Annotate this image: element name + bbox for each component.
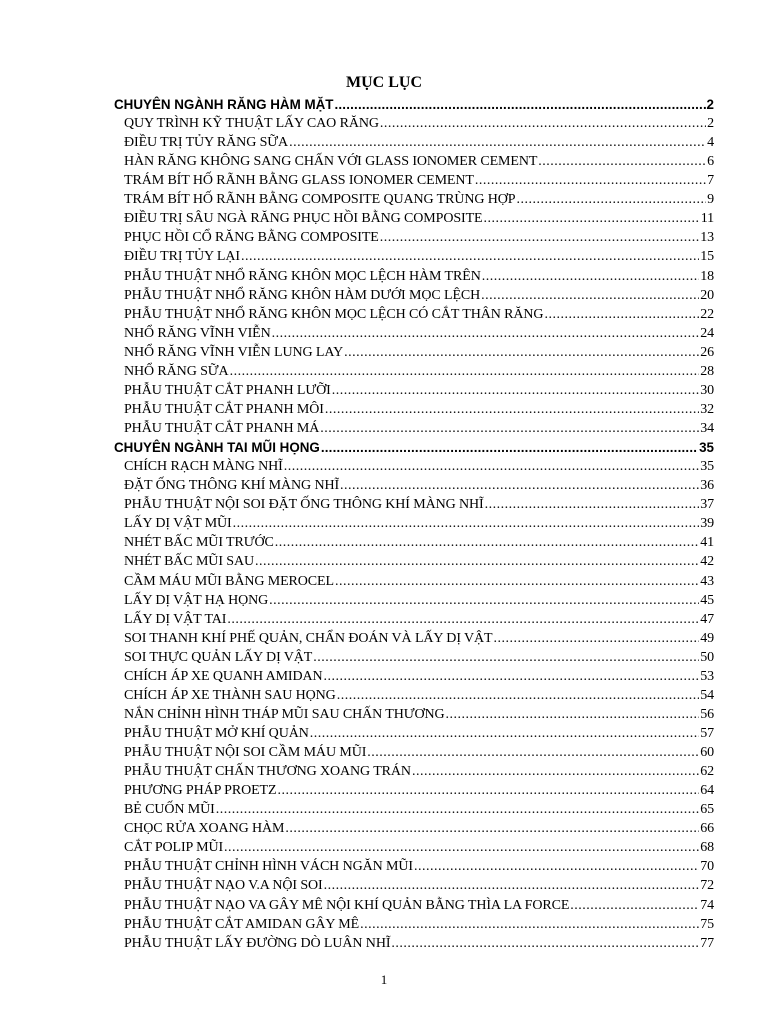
toc-dot-leader	[485, 495, 700, 514]
toc-entry-page: 43	[700, 573, 714, 589]
toc-dot-leader	[475, 171, 706, 190]
toc-entry-title: CHỌC RỬA XOANG HÀM	[124, 821, 285, 837]
toc-entry	[124, 419, 714, 438]
toc-entry	[124, 533, 714, 552]
toc-entry-page: 2	[706, 97, 714, 112]
toc-dot-leader	[289, 133, 706, 152]
toc-entry-title: SOI THỰC QUẢN LẤY DỊ VẬT	[124, 649, 313, 665]
toc-entry-page: 70	[700, 859, 714, 875]
toc-dot-leader	[344, 343, 699, 362]
toc-dot-leader	[227, 610, 699, 629]
toc-entry-page: 57	[700, 725, 714, 741]
toc-entry	[124, 381, 714, 400]
toc-dot-leader	[367, 743, 699, 762]
toc-entry-page: 18	[700, 268, 714, 284]
toc-entry-page: 26	[700, 344, 714, 360]
toc-entry-title: NHÉT BẤC MŨI TRƯỚC	[124, 535, 274, 551]
toc-entry	[124, 114, 714, 133]
toc-entry	[124, 286, 714, 305]
toc-dot-leader	[481, 286, 699, 305]
toc-entry-title: TRÁM BÍT HỐ RÃNH BẰNG GLASS IONOMER CEMENT	[124, 173, 474, 189]
toc-dot-leader	[380, 114, 706, 133]
toc-entry-page: 41	[700, 535, 714, 551]
toc-entry-title: CHUYÊN NGÀNH TAI MŨI HỌNG	[114, 440, 320, 456]
toc-dot-leader	[324, 876, 700, 895]
toc-dot-leader	[391, 934, 699, 953]
page-title: MỤC LỤC	[346, 74, 422, 91]
toc-entry-page: 20	[700, 287, 714, 303]
toc-entry-page: 32	[700, 401, 714, 417]
toc-entry-page: 54	[700, 687, 714, 703]
toc-dot-leader	[446, 705, 700, 724]
toc-entry	[124, 362, 714, 381]
toc-entry-title: BẺ CUỐN MŨI	[124, 802, 215, 818]
toc-dot-leader	[414, 857, 699, 876]
toc-dot-leader	[275, 533, 699, 552]
toc-dot-leader	[335, 572, 699, 591]
toc-entry-title: NHÉT BẤC MŨI SAU	[124, 554, 254, 570]
toc-entry-page: 49	[700, 630, 714, 646]
toc-entry-page: 60	[700, 745, 714, 761]
toc-entry	[124, 324, 714, 343]
toc-dot-leader	[325, 400, 699, 419]
toc-dot-leader	[538, 152, 706, 171]
toc-entry-page: 30	[700, 382, 714, 398]
toc-entry-title: PHẪU THUẬT LẤY ĐƯỜNG DÒ LUÂN NHĨ	[124, 935, 391, 951]
toc-entry	[124, 857, 714, 876]
toc-entry	[124, 190, 714, 209]
toc-entry-page: 34	[700, 421, 714, 437]
toc-dot-leader	[241, 247, 699, 266]
toc-dot-leader	[544, 305, 699, 324]
toc-entry	[124, 247, 714, 266]
toc-entry-title: PHẪU THUẬT CHỈNH HÌNH VÁCH NGĂN MŨI	[124, 859, 413, 875]
toc-entry-page: 22	[700, 306, 714, 322]
toc-entry-title: TRÁM BÍT HỐ RÃNH BẰNG COMPOSITE QUANG TRÙNG HỢP	[124, 192, 516, 208]
toc-entry-title: PHỤC HỒI CỔ RĂNG BẰNG COMPOSITE	[124, 230, 379, 246]
toc-entry	[124, 610, 714, 629]
toc-entry-page: 36	[700, 478, 714, 494]
toc-entry-title: LẤY DỊ VẬT HẠ HỌNG	[124, 592, 269, 608]
toc-entry-page: 77	[700, 935, 714, 951]
toc-dot-leader	[516, 190, 706, 209]
toc-entry-page: 65	[700, 802, 714, 818]
toc-dot-leader	[570, 896, 699, 915]
toc-entry-title: SOI THANH KHÍ PHẾ QUẢN, CHẨN ĐOÁN VÀ LẤY DỊ VẬT	[124, 630, 493, 646]
toc-entry-page: 68	[700, 840, 714, 856]
toc-dot-leader	[285, 819, 699, 838]
toc-dot-leader	[482, 267, 699, 286]
toc-entry-title: HÀN RĂNG KHÔNG SANG CHẤN VỚI GLASS IONOMER CEMENT	[124, 154, 538, 170]
toc-entry	[124, 743, 714, 762]
toc-entry-page: 50	[700, 649, 714, 665]
toc-entry-page: 64	[700, 783, 714, 799]
toc-entry	[124, 209, 714, 228]
toc-entry-title: CHUYÊN NGÀNH RĂNG HÀM MẶT	[114, 97, 334, 112]
toc-section-heading	[114, 95, 714, 114]
toc-entry	[124, 667, 714, 686]
toc-entry-title: PHẪU THUẬT CẮT AMIDAN GÂY MÊ	[124, 916, 360, 932]
toc-entry	[124, 838, 714, 857]
toc-entry-title: ĐIỀU TRỊ SÂU NGÀ RĂNG PHỤC HỒI BẰNG COMPOSITE	[124, 211, 483, 227]
toc-entry	[124, 762, 714, 781]
toc-entry	[124, 495, 714, 514]
toc-entry	[124, 781, 714, 800]
toc-entry	[124, 800, 714, 819]
toc-entry-title: PHƯƠNG PHÁP PROETZ	[124, 783, 277, 799]
toc-entry-title: NHỔ RĂNG VĨNH VIỄN	[124, 325, 271, 341]
toc-entry-title: NẮN CHỈNH HÌNH THÁP MŨI SAU CHẤN THƯƠNG	[124, 706, 445, 722]
toc-entry-page: 74	[700, 897, 714, 913]
toc-entry	[124, 876, 714, 895]
toc-entry	[124, 896, 714, 915]
toc-entry-title: LẤY DỊ VẬT MŨI	[124, 516, 232, 532]
toc-entry-page: 47	[700, 611, 714, 627]
toc-dot-leader	[320, 419, 699, 438]
toc-entry-page: 2	[707, 116, 714, 132]
toc-entry-page: 6	[707, 154, 714, 170]
toc-entry-page: 13	[700, 230, 714, 246]
toc-entry	[124, 686, 714, 705]
toc-entry-title: CHÍCH ÁP XE THÀNH SAU HỌNG	[124, 687, 336, 703]
toc-dot-leader	[277, 781, 699, 800]
toc-entry-title: LẤY DỊ VẬT TAI	[124, 611, 227, 627]
toc-entry-title: PHẪU THUẬT MỞ KHÍ QUẢN	[124, 725, 309, 741]
toc-entry-title: PHẪU THUẬT CẮT PHANH MÁ	[124, 421, 320, 437]
toc-entry	[124, 171, 714, 190]
toc-entry-page: 9	[707, 192, 714, 208]
toc-entry	[124, 228, 714, 247]
toc-entry-page: 11	[700, 211, 714, 227]
toc-dot-leader	[216, 800, 700, 819]
toc-entry-title: CẦM MÁU MŨI BẰNG MEROCEL	[124, 573, 334, 589]
toc-section-heading	[114, 438, 714, 457]
toc-dot-leader	[272, 324, 700, 343]
toc-entry	[124, 305, 714, 324]
toc-entry-title: NHỔ RĂNG SỮA	[124, 363, 229, 379]
toc-entry-title: ĐIỀU TRỊ TỦY LẠI	[124, 249, 240, 265]
toc-entry-title: CHÍCH RẠCH MÀNG NHĨ	[124, 459, 283, 475]
toc-entry-title: ĐIỀU TRỊ TỦY RĂNG SỮA	[124, 135, 289, 151]
toc-entry-page: 4	[707, 135, 714, 151]
toc-entry-page: 42	[700, 554, 714, 570]
toc-dot-leader	[483, 209, 699, 228]
toc-dot-leader	[310, 724, 699, 743]
toc-entry-page: 39	[700, 516, 714, 532]
toc-entry-title: PHẪU THUẬT CẮT PHANH LƯỠI	[124, 382, 331, 398]
toc-entry-title: ĐẶT ỐNG THÔNG KHÍ MÀNG NHĨ	[124, 478, 340, 494]
toc-entry	[124, 514, 714, 533]
toc-entry-title: CẮT POLIP MŨI	[124, 840, 224, 856]
toc-entry-title: PHẪU THUẬT CẮT PHANH MÔI	[124, 401, 324, 417]
toc-entry-page: 62	[700, 764, 714, 780]
toc-entry-page: 15	[700, 249, 714, 265]
toc-entry	[124, 343, 714, 362]
toc-dot-leader	[360, 915, 699, 934]
toc-dot-leader	[269, 591, 699, 610]
toc-entry-page: 35	[700, 459, 714, 475]
toc-entry-page: 56	[700, 706, 714, 722]
toc-entry-page: 66	[700, 821, 714, 837]
toc-entry-title: QUY TRÌNH KỸ THUẬT LẤY CAO RĂNG	[124, 116, 379, 132]
toc-dot-leader	[380, 228, 699, 247]
toc-dot-leader	[324, 667, 700, 686]
toc-entry-page: 53	[700, 668, 714, 684]
toc-entry	[124, 915, 714, 934]
toc-entry-title: PHẪU THUẬT NỘI SOI ĐẶT ỐNG THÔNG KHÍ MÀNG NHĨ	[124, 497, 484, 513]
toc-entry-page: 45	[700, 592, 714, 608]
toc-entry	[124, 705, 714, 724]
toc-dot-leader	[230, 362, 700, 381]
toc-entry	[124, 591, 714, 610]
toc-entry-page: 7	[707, 173, 714, 189]
toc-entry-page: 35	[699, 440, 714, 456]
toc-entry-title: PHẪU THUẬT NẠO VA GÂY MÊ NỘI KHÍ QUẢN BẰNG THÌA LA FORCE	[124, 897, 570, 913]
toc-dot-leader	[224, 838, 699, 857]
toc-dot-leader	[412, 762, 699, 781]
toc-entry	[124, 476, 714, 495]
toc-dot-leader	[255, 552, 699, 571]
toc-entry	[124, 267, 714, 286]
toc-entry	[124, 572, 714, 591]
toc-entry-page: 28	[700, 363, 714, 379]
toc-dot-leader	[340, 476, 699, 495]
toc-entry-page: 24	[700, 325, 714, 341]
toc-entry	[124, 152, 714, 171]
toc-entry-title: PHẪU THUẬT NHỔ RĂNG KHÔN HÀM DƯỚI MỌC LỆCH	[124, 287, 481, 303]
toc-entry	[124, 819, 714, 838]
toc-dot-leader	[313, 648, 699, 667]
toc-entry-title: PHẪU THUẬT NHỔ RĂNG KHÔN MỌC LỆCH HÀM TRÊN	[124, 268, 481, 284]
toc-dot-leader	[332, 381, 699, 400]
toc-dot-leader	[284, 457, 699, 476]
toc-entry-title: PHẪU THUẬT NẠO V.A NỘI SOI	[124, 878, 323, 894]
toc-entry	[124, 457, 714, 476]
toc-dot-leader	[233, 514, 700, 533]
toc-dot-leader	[321, 438, 698, 457]
toc-entry-page: 75	[700, 916, 714, 932]
toc-entry	[124, 724, 714, 743]
toc-entry-page: 72	[700, 878, 714, 894]
toc-entry	[124, 629, 714, 648]
toc-entry-title: PHẪU THUẬT NỘI SOI CẦM MÁU MŨI	[124, 745, 367, 761]
toc-entry	[124, 934, 714, 953]
toc-entry-title: NHỔ RĂNG VĨNH VIỄN LUNG LAY	[124, 344, 344, 360]
toc-entry	[124, 400, 714, 419]
toc-dot-leader	[337, 686, 700, 705]
toc-entry	[124, 648, 714, 667]
toc-entry-page: 37	[700, 497, 714, 513]
page-number: 1	[380, 972, 388, 987]
toc-dot-leader	[334, 95, 705, 114]
toc-entry-title: CHÍCH ÁP XE QUANH AMIDAN	[124, 668, 323, 684]
toc-entry	[124, 552, 714, 571]
toc-entry-title: PHẪU THUẬT CHẤN THƯƠNG XOANG TRÁN	[124, 764, 411, 780]
toc-entry	[124, 133, 714, 152]
toc-dot-leader	[494, 629, 700, 648]
toc-entry-title: PHẪU THUẬT NHỔ RĂNG KHÔN MỌC LỆCH CÓ CẮT THÂN RĂNG	[124, 306, 544, 322]
